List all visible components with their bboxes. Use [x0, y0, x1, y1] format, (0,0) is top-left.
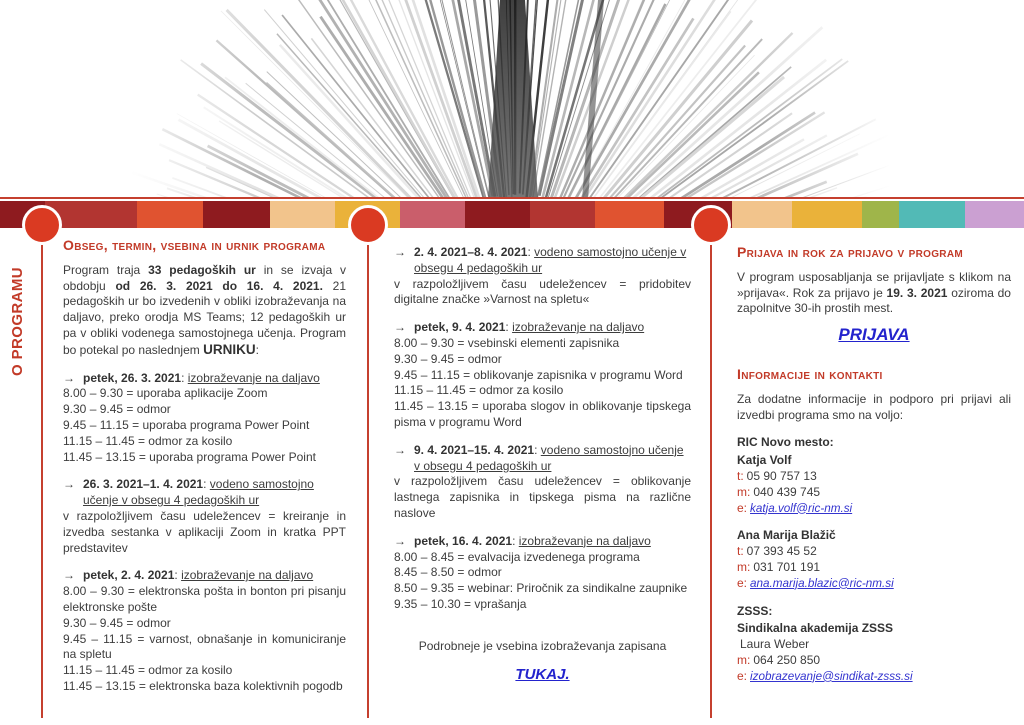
separator: : [534, 442, 541, 457]
arrow-icon: → [394, 245, 406, 259]
email-label: e: [737, 668, 748, 683]
mobile-label: m: [737, 652, 751, 667]
mobile-label: m: [737, 559, 751, 574]
schedule-line: 11.45 – 13.15 = uporaba programa Power Point [63, 449, 316, 464]
prijava-link[interactable]: PRIJAVA [838, 325, 910, 345]
intro-text: : [255, 342, 259, 357]
color-band [0, 201, 1024, 228]
schedule-line: 8.00 – 9.30 = uporaba aplikacije Zoom [63, 386, 268, 401]
contact-email [737, 669, 1011, 685]
org-ric: RIC Novo mesto: [737, 435, 834, 450]
email-link[interactable]: izobrazevanje@sindikat-zsss.si [750, 669, 913, 683]
arrow-icon: → [394, 442, 406, 457]
contact-name: Ana Marija Blažič [737, 528, 836, 543]
self-study-description: v razpoložljivem času udeležencev = kreiranje in izvedba sestanka v aplikaciji Zoom in kratka PPT predstavitev [63, 508, 346, 555]
contact-email [737, 501, 1011, 517]
contact-mobile [737, 485, 1011, 501]
column-schedule-continued [394, 245, 691, 683]
bullet-topic: vodeno samostojno učenje v obsegu 4 pedagoških ur [414, 442, 684, 473]
schedule-bullet [63, 371, 346, 387]
column-divider-line [41, 245, 43, 718]
separator: : [512, 533, 519, 548]
contact-mobile [737, 653, 1011, 669]
separator: : [505, 320, 513, 335]
tukaj-link[interactable]: TUKAJ. [515, 665, 570, 683]
schedule-line: 11.45 – 13.15 = elektronska baza kolektivnih pogodb [63, 678, 343, 693]
registration-text: V program usposabljanja se prijavljate s klikom na »prijava«. Rok za prijavo je [737, 269, 1011, 300]
email-label: e: [737, 500, 748, 515]
content-details-note [394, 639, 691, 684]
self-study-description: v razpoložljivem času udeležencev = oblikovanje lastnega zapisnika in tipskega pisma na različne naslove [394, 474, 691, 520]
schedule-line: 11.15 – 11.45 = odmor za kosilo [394, 383, 564, 398]
column-program-overview [63, 238, 346, 695]
phone-value: 07 393 45 52 [746, 544, 817, 559]
bullet-date: petek, 26. 3. 2021 [83, 370, 182, 385]
org-academy-name: Sindikalna akademija ZSSS [737, 621, 894, 636]
arrow-icon: → [63, 568, 75, 583]
contact-card [737, 621, 1011, 684]
bullet-topic: izobraževanje na daljavo [518, 533, 651, 548]
schedule-line: 9.45 – 11.15 = oblikovanje zapisnika v programu Word [394, 367, 683, 382]
email-label: e: [737, 575, 748, 590]
email-link[interactable]: katja.volf@ric-nm.si [750, 501, 853, 515]
separator: : [174, 568, 182, 583]
intro-text: in se izvaja v obdobju [63, 262, 347, 293]
arrow-icon: → [63, 370, 75, 385]
column-divider-line [710, 245, 712, 718]
contact-email [737, 576, 1011, 592]
section-label-o-programu: O PROGRAMU [9, 267, 26, 376]
column-registration-contacts [737, 245, 1011, 697]
registration-deadline-bold: 19. 3. 2021 [886, 285, 948, 300]
details-text: Podrobneje je vsebina izobraževanja zapisana [418, 638, 667, 653]
contact-phone [737, 469, 1011, 485]
open-book-illustration [130, 0, 890, 199]
intro-urniku-bold: URNIKU [203, 341, 256, 357]
separator: : [203, 477, 210, 492]
separator: : [527, 245, 535, 259]
intro-text: Program traja [63, 262, 149, 277]
intro-text: 21 pedagoških ur bo izvedenih v obliki izobraževanja na daljavo, preko orodja MS Teams; 12 pedagoških ur pa v obliki vodenega samostojnega učenja. Program bo potekal po naslednjem [63, 278, 346, 357]
contact-card [737, 528, 1011, 591]
bullet-topic: vodeno samostojno učenje v obsegu 4 pedagoških ur [83, 477, 314, 508]
arrow-icon: → [394, 320, 406, 335]
schedule-bullet [394, 245, 691, 277]
schedule-line: 8.00 – 9.30 = vsebinski elementi zapisnika [394, 335, 620, 350]
thin-red-rule [0, 197, 1024, 199]
bullet-topic: izobraževanje na daljavo [187, 370, 320, 385]
schedule-line: 11.15 – 11.45 = odmor za kosilo [63, 433, 233, 448]
schedule-line: 9.30 – 9.45 = odmor [63, 615, 171, 630]
bullet-date: petek, 16. 4. 2021 [414, 533, 513, 548]
intro-hours-bold: 33 pedagoških ur [148, 262, 256, 277]
contacts-heading: Informacije in kontakti [737, 365, 883, 382]
prijava-row [737, 327, 1011, 345]
mobile-value: 064 250 850 [753, 652, 821, 667]
email-link[interactable]: ana.marija.blazic@ric-nm.si [750, 576, 894, 590]
registration-paragraph [737, 270, 1011, 317]
schedule-line: 9.35 – 10.30 = vprašanja [394, 596, 527, 611]
registration-text: oziroma do zapolnitve 30-ih prostih mest. [737, 285, 1011, 316]
open-book-photo [130, 0, 890, 199]
bullet-date: 9. 4. 2021–15. 4. 2021 [414, 442, 535, 457]
mobile-label: m: [737, 484, 751, 499]
contact-name: Katja Volf [737, 453, 792, 468]
schedule-line: 9.45 – 11.15 = uporaba programa Power Point [63, 417, 310, 432]
schedule-line: 9.45 – 11.15 = varnost, obnašanje in komuniciranje na spletu [63, 631, 346, 662]
bullet-topic: izobraževanje na daljavo [512, 320, 645, 335]
separator: : [181, 370, 188, 385]
arrow-icon: → [63, 477, 75, 492]
schedule-bullet [394, 443, 691, 475]
bullet-date: petek, 2. 4. 2021 [83, 568, 175, 583]
column-marker-circle [691, 205, 731, 245]
self-study-description: v razpoložljivem času udeležencev = pridobitev digitalne značke »Varnost na spletu« [394, 276, 691, 307]
contact-phone [737, 544, 1011, 560]
phone-label: t: [737, 544, 744, 559]
contact-mobile [737, 560, 1011, 576]
registration-heading: Prijava in rok za prijavo v program [737, 244, 963, 260]
bullet-topic: vodeno samostojno učenje v obsegu 4 pedagoških ur [414, 245, 687, 275]
mobile-value: 040 439 745 [753, 484, 821, 499]
mobile-value: 031 701 191 [753, 559, 821, 574]
arrow-icon: → [394, 533, 406, 548]
phone-value: 05 90 757 13 [746, 468, 817, 483]
column1-heading: Obseg, termin, vsebina in urnik programa [63, 237, 326, 253]
contacts-intro: Za dodatne informacije in podporo pri prijavi ali izvedbi programa smo na voljo: [737, 391, 1011, 422]
schedule-line: 8.45 – 8.50 = odmor [394, 565, 502, 580]
schedule-line: 9.30 – 9.45 = odmor [63, 402, 171, 417]
contact-card [737, 453, 1011, 516]
schedule-line: 11.45 – 13.15 = uporaba slogov in oblikovanje tipskega pisma v programu Word [394, 399, 691, 429]
intro-dates-bold: od 26. 3. 2021 do 16. 4. 2021. [115, 278, 323, 293]
schedule-line: 8.50 – 9.35 = webinar: Priročnik za sindikalne zaupnike [394, 581, 688, 596]
org-zsss: ZSSS: [737, 603, 773, 618]
column-marker-circle [348, 205, 388, 245]
program-intro-paragraph [63, 263, 346, 359]
schedule-bullet [394, 534, 691, 550]
contact-name: Laura Weber [740, 637, 810, 652]
schedule-line: 8.00 – 9.30 = elektronska pošta in bonton pri pisanju elektronske pošte [63, 584, 346, 614]
bullet-date: 26. 3. 2021–1. 4. 2021 [83, 477, 204, 492]
bullet-topic: izobraževanje na daljavo [181, 568, 314, 583]
schedule-bullet [394, 320, 691, 336]
schedule-line: 9.30 – 9.45 = odmor [394, 351, 502, 366]
column-divider-line [367, 245, 369, 718]
phone-label: t: [737, 468, 744, 483]
column-marker-circle [22, 205, 62, 245]
schedule-line: 11.15 – 11.45 = odmor za kosilo [63, 663, 233, 678]
bullet-date: 2. 4. 2021–8. 4. 2021 [414, 245, 528, 259]
bullet-date: petek, 9. 4. 2021 [414, 320, 506, 335]
schedule-line: 8.00 – 8.45 = evalvacija izvedenega programa [394, 549, 640, 564]
schedule-bullet [63, 568, 346, 584]
schedule-bullet [63, 477, 346, 509]
